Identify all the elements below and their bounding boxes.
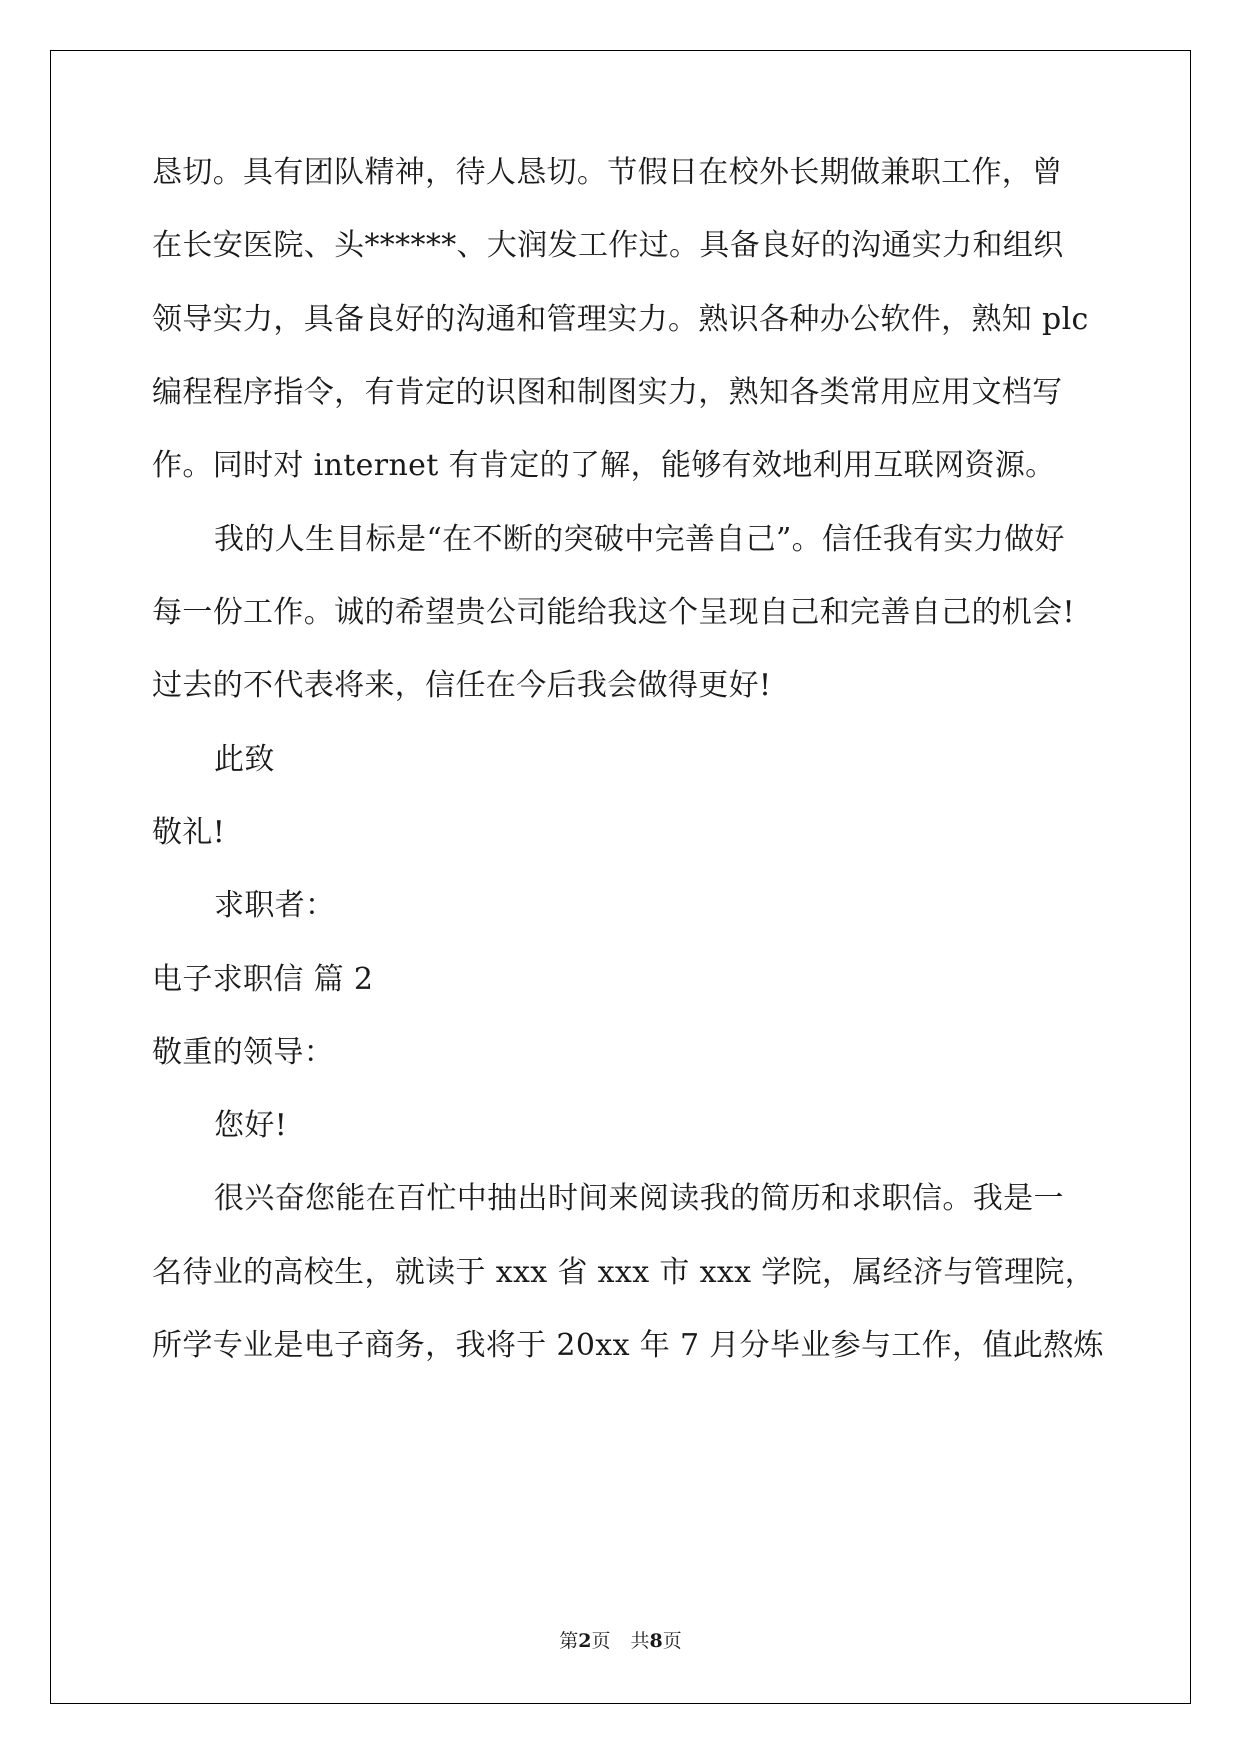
body-line-15: 很兴奋您能在百忙中抽出时间来阅读我的简历和求职信。我是一 <box>214 1181 1064 1216</box>
body-line-2: 在长安医院、头******、大润发工作过。具备良好的沟通实力和组织 <box>152 228 1064 263</box>
body-line-3: 领导实力，具备良好的沟通和管理实力。熟识各种办公软件，熟知 plc <box>152 302 1089 337</box>
body-line-8: 过去的不代表将来，信任在今后我会做得更好! <box>152 668 772 703</box>
body-line-5: 作。同时对 internet 有肯定的了解，能够有效地利用互联网资源。 <box>152 448 1056 483</box>
page-prefix: 第 <box>559 1630 579 1652</box>
page-border <box>50 50 1191 1704</box>
body-line-7: 每一份工作。诚的希望贵公司能给我这个呈现自己和完善自己的机会! <box>152 595 1075 630</box>
page-footer <box>0 1626 1241 1653</box>
hello-line: 您好! <box>214 1108 288 1143</box>
body-line-17: 所学专业是电子商务，我将于 20xx 年 7 月分毕业参与工作，值此熬炼 <box>152 1328 1104 1363</box>
salutation-line: 敬礼! <box>152 815 226 850</box>
body-line-16: 名待业的高校生，就读于 xxx 省 xxx 市 xxx 学院，属经济与管理院， <box>152 1255 1096 1290</box>
body-line-6: 我的人生目标是“在不断的突破中完善自己”。信任我有实力做好 <box>214 522 1065 557</box>
page-total: 8 <box>649 1630 663 1652</box>
total-suffix: 页 <box>662 1630 682 1652</box>
page-current: 2 <box>578 1630 592 1652</box>
body-line-4: 编程程序指令，有肯定的识图和制图实力，熟知各类常用应用文档写 <box>152 375 1063 410</box>
signature-line: 求职者： <box>214 888 336 923</box>
page-suffix: 页 <box>591 1630 611 1652</box>
total-prefix: 共 <box>630 1630 650 1652</box>
section-title: 电子求职信 篇 2 <box>152 962 374 997</box>
closing-line: 此致 <box>214 742 275 777</box>
body-line-1: 恳切。具有团队精神，待人恳切。节假日在校外长期做兼职工作，曾 <box>152 155 1063 190</box>
greeting-line: 敬重的领导： <box>152 1035 335 1070</box>
